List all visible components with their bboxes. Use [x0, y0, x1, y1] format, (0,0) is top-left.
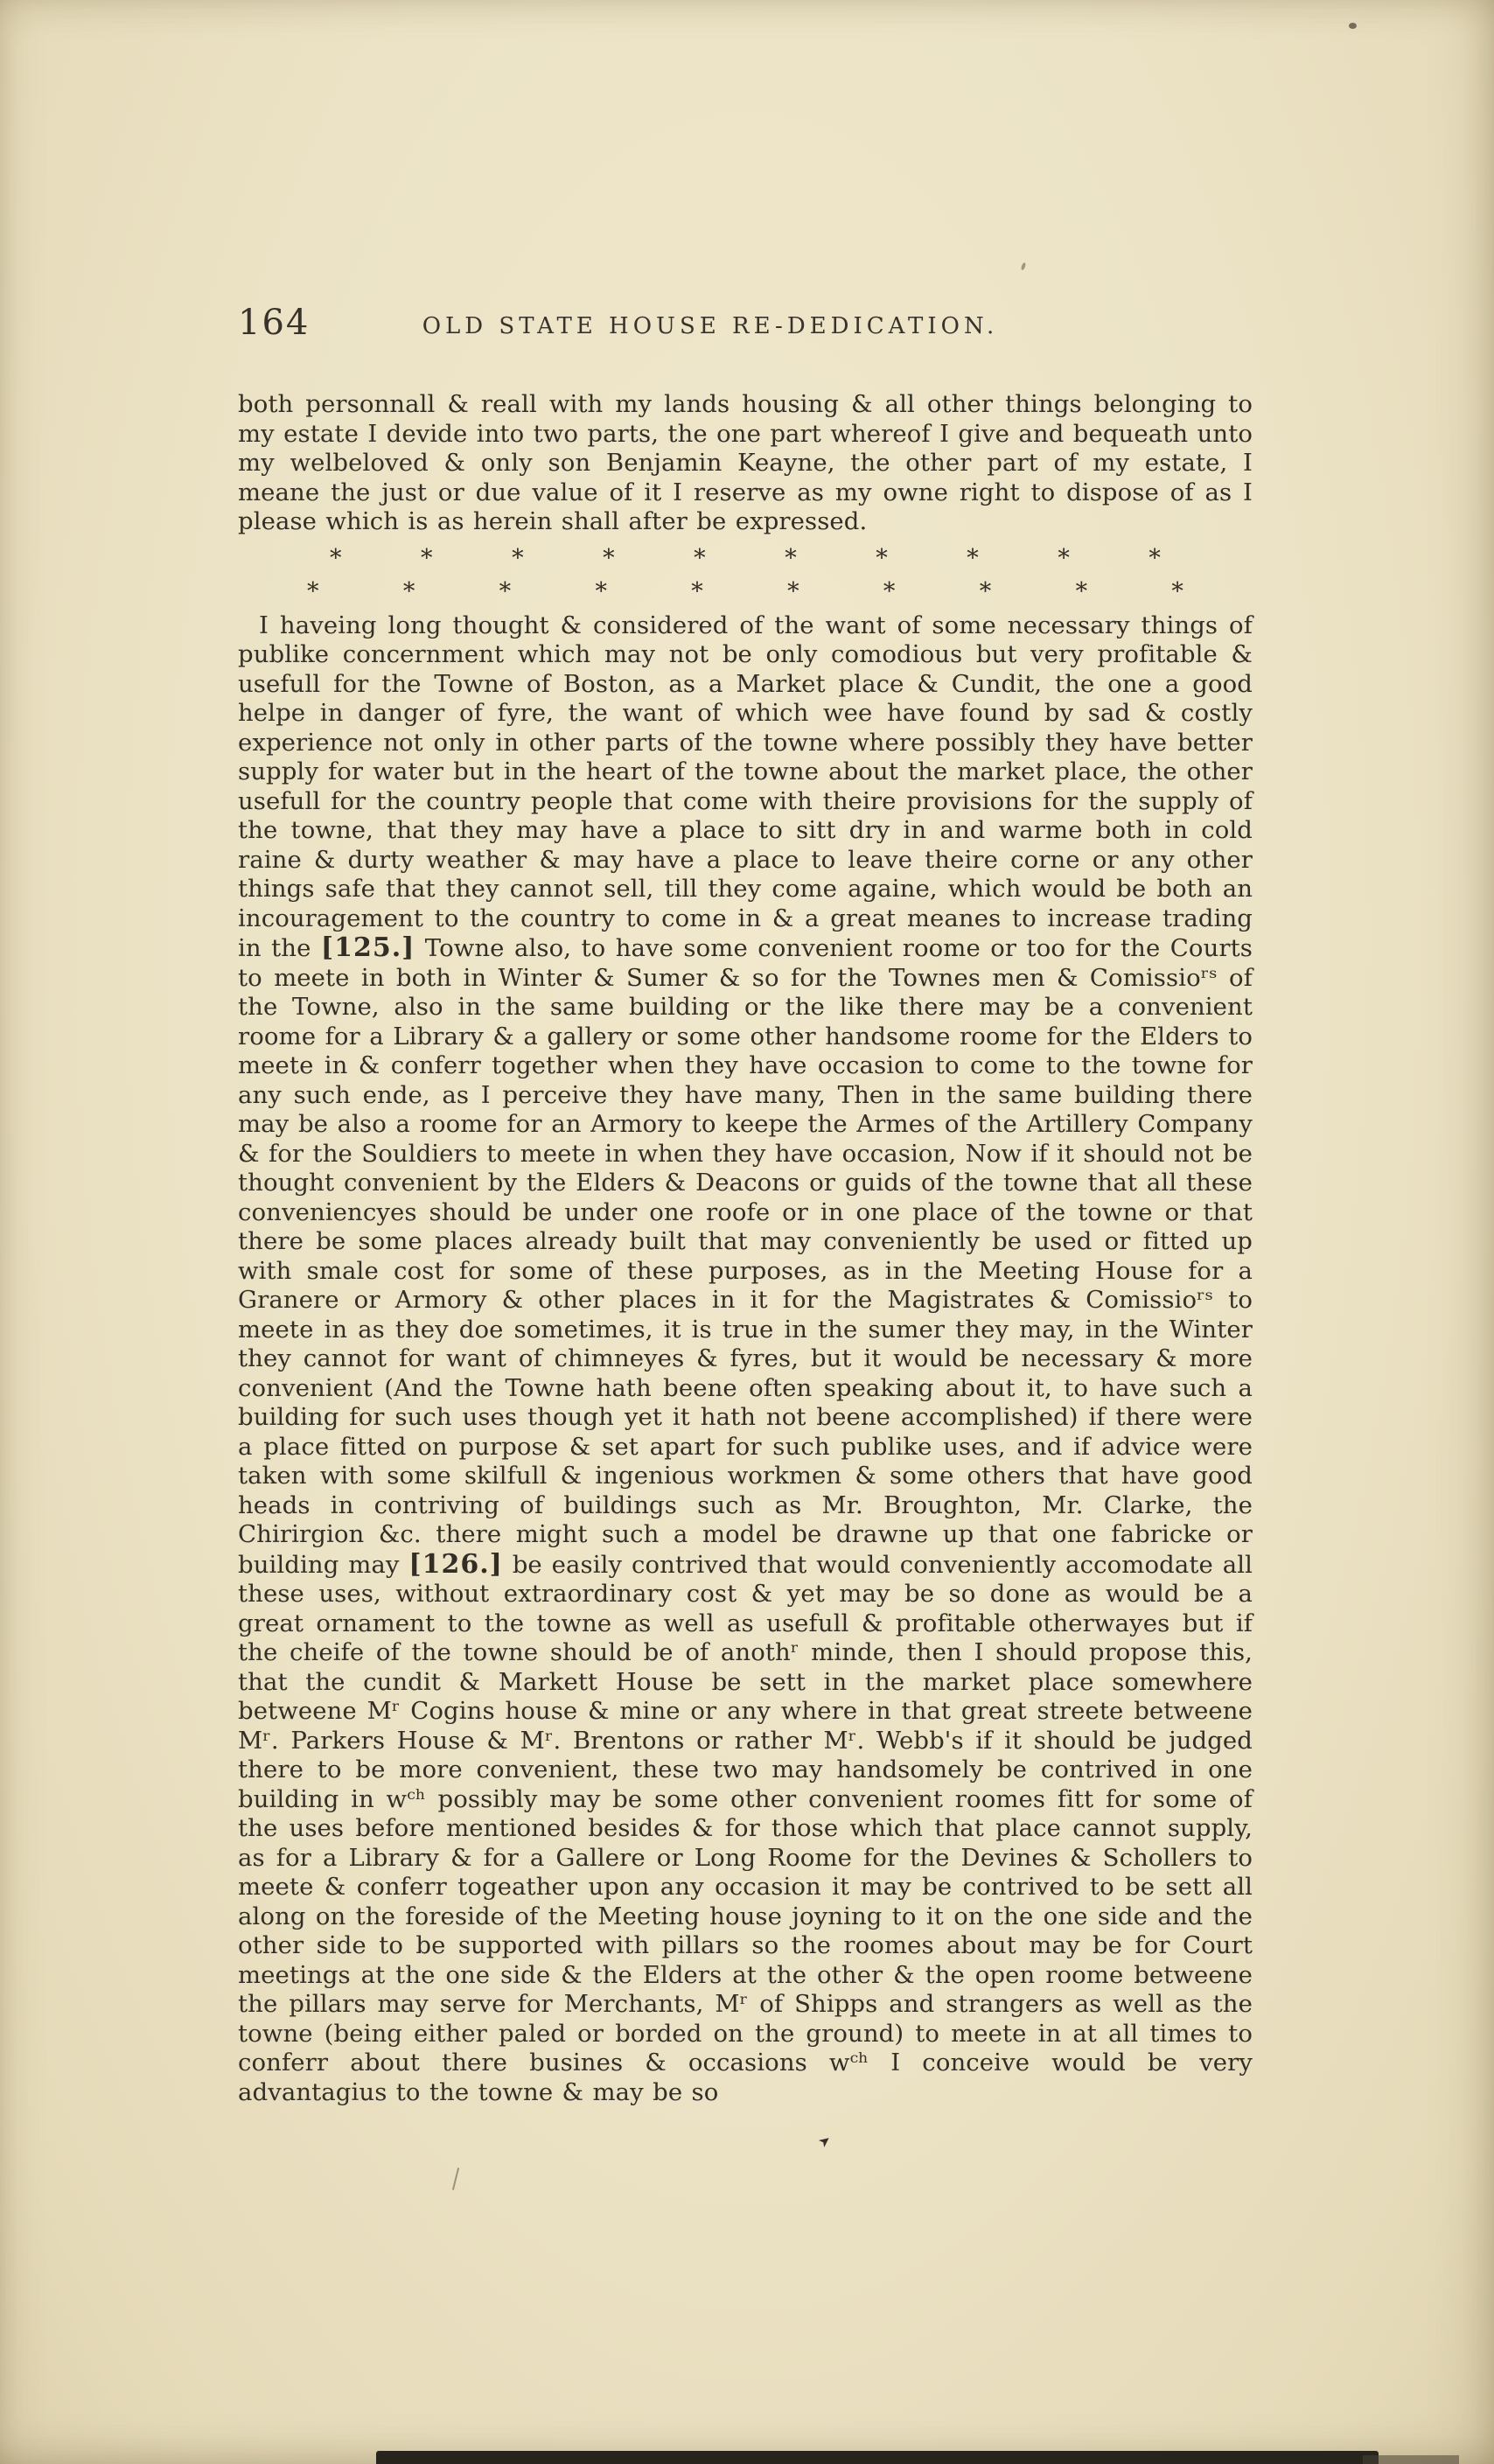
text-segment-between-folios: Towne also, to have some convenient roome or too for the Courts to meete in both in Winter & Sumer & so for the Townes men & Comissioʳˢ of the Towne, also in the same building or the like there may be a convenient roome for a Library & a gallery or some other handsome roome for the Elders to meete in & conferr together when they have occasion to come to the towne for any such ende, as I perceive they have many, Then in the same building there may be also a roome for an Armory to keepe the Armes of the Artillery Company & for the Souldiers to meete in when they have occasion, Now if it should not be thought convenient by the Elders & Deacons or guids of the towne that all these conveniencyes should be under one roofe or in one place of the towne or that there be some places already built that may conveniently be used or fitted up with smale cost for some of these purposes, as in the Meeting House for a Granere or Armory & other places in it for the Magistrates & Comissioʳˢ to meete in as they doe sometimes, it is true in the sumer they may, in the Winter they cannot for want of chimneyes & fyres, but it would be necessary & more convenient (And the Towne hath beene often speaking about it, to have such a building for such uses though yet it hath not beene accomplished) if there were a place fitted on purpose & set apart for such publike uses, and if advice were taken with some skilfull & ingenious workmen & some others that have good heads in contriving of buildings such as Mr. Broughton, Mr. Clarke, the Chirirgion &c. there might such a model be drawne up that one fabricke or building may: [238, 934, 1253, 1579]
paragraph-town-proposals: [238, 611, 1253, 2108]
page-header: [238, 296, 1253, 341]
scan-artifact-line: [452, 2167, 459, 2190]
page-content: [238, 296, 1253, 2107]
scan-speck-top-right: [1349, 23, 1357, 29]
scan-speck-right-margin: [1021, 262, 1027, 271]
text-segment-after-folio-126: be easily contrived that would conveniently accomodate all these uses, without extraordinary cost & yet may be so done as would be a great ornament to the towne as well as usefull & profitable otherwayes but if the cheife of the towne should be of anothʳ minde, then I should propose this, that the cundit & Markett House be sett in the market place somewhere betweene Mʳ Cogins house & mine or any where in that great streete betweene Mʳ. Parkers House & Mʳ. Brentons or rather Mʳ. Webb's if it should be judged there to be more convenient, these two may handsomely be contrived in one building in wᶜʰ possibly may be some other convenient roomes fitt for some of the uses before mentioned besides & for those which that place cannot supply, as for a Library & for a Gallere or Long Roome for the Devines & Schollers to meete & conferr togeather upon any occasion it may be contrived to be sett all along on the foreside of the Meeting house joyning to it on the one side and the other side to be supported with pillars so the roomes about may be for Court meetings at the one side & the Elders at the other & the open roome betweene the pillars may serve for Merchants, Mʳ of Shipps and strangers as well as the towne (being either paled or borded on the ground) to meete in at all times to conferr about there busines & occasions wᶜʰ I conceive would be very advantagius to the towne & may be so: [238, 1550, 1253, 2106]
page-number: 164: [238, 303, 311, 343]
scan-edge-shadow-fade: [1363, 2455, 1459, 2464]
asterisk-divider-row-2: * * * * * * * * * *: [307, 577, 1183, 605]
folio-marker-125: [125.]: [320, 932, 415, 963]
folio-marker-126: [126.]: [408, 1548, 503, 1580]
running-head-title: OLD STATE HOUSE RE-DEDICATION.: [422, 313, 999, 339]
asterisk-divider-row-1: * * * * * * * * * *: [330, 544, 1161, 572]
scan-edge-shadow: [376, 2451, 1379, 2464]
paragraph-will-excerpt: both personnall & reall with my lands housing & all other things belonging to my estate I devide into two parts, the one part whereof I give and bequeath unto my welbeloved & only son Benjamin Keayne, the other part of my estate, I meane the just or due value of it I reserve as my owne right to dispose of as I please which is as herein shall after be expressed.: [238, 390, 1253, 535]
text-segment-before-folio-125: I haveing long thought & considered of the want of some necessary things of publike concernment which may not be only comodious but very profitable & usefull for the Towne of Boston, as a Market place & Cundit, the one a good helpe in danger of fyre, the want of which wee have found by sad & costly experience not only in other parts of the towne where possibly they have better supply for water but in the heart of the towne about the market place, the other usefull for the country people that come with theire provisions for the supply of the towne, that they may have a place to sitt dry in and warme both in cold raine & durty weather & may have a place to leave theire corne or any other things safe that they cannot sell, till they come againe, which would be both an incouragement to the country to come in & a great meanes to increase trading in the: [238, 611, 1253, 962]
page-body: [238, 390, 1253, 2107]
printers-mark-ornament: ➤: [814, 2130, 834, 2152]
